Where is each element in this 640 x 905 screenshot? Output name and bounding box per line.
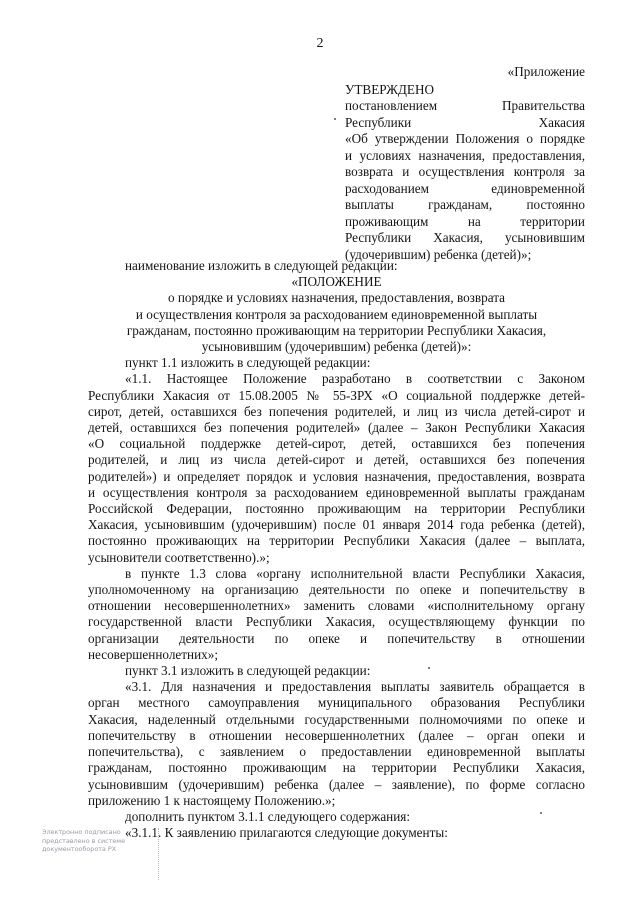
stamp-line: Электронно подписано [42,828,121,836]
clause-1-1-line: «1.1. Настоящее Положение разработано в соответствии с Законом [125,371,585,387]
clause-1-1-line: постоянно проживающих на территории Республики Хакасия (далее – выплата, [88,533,585,549]
scan-speck [334,118,336,120]
clause-1-1-intro: пункт 1.1 изложить в следующей редакции: [125,355,371,371]
clause-3-1-intro: пункт 3.1 изложить в следующей редакции: [125,663,371,679]
stamp-line: представлено в системе [42,836,126,845]
clause-3-1-line: орган местного самоуправления муниципального образования Республики [88,695,585,711]
approval-line: постановлением Правительства [345,98,585,113]
clause-3-1-line: усыновившим (удочерившим) ребенка (далее – заявление), по форме согласно [88,776,585,792]
scan-speck [540,812,542,814]
clause-1-3-line: уполномоченному на организацию деятельности по опеке и попечительству в [88,582,585,598]
document-body [88,258,585,841]
clause-1-1-line: родителей, и лиц из числа детей-сирот и детей, оставшихся без попечения [88,452,585,468]
electronic-signature-stamp [42,828,159,880]
clause-1-1-line: усыновители соответственно).»; [88,549,270,565]
clause-3-1-line: Хакасия, наделенный отдельными государственными полномочиями по опеке и [88,711,585,727]
appendix-approval-block [345,64,585,263]
approval-line: (удочерившим) ребенка (детей)»; [345,246,532,262]
regulation-subtitle-line: о порядке и условиях назначения, предоставления, возврата [167,290,506,306]
clause-1-3-line: несовершеннолетних»; [88,646,218,662]
clause-3-1-line: приложению 1 к настоящему Положению.»; [88,792,336,808]
clause-1-1-line: родителей») и определяет порядок и условия назначения, предоставления, возврата [88,468,585,484]
approval-line: и условиях назначения, предоставления, [345,147,585,163]
clause-3-1-1-line: «3.1.1. К заявлению прилагаются следующие документы: [125,825,448,841]
clause-1-1-line: Российской Федерации, постоянно проживающим на территории Республики [88,501,585,517]
clause-3-1-line: «3.1. Для назначения и предоставления выплаты заявитель обращается в [125,679,585,695]
approval-line: выплаты гражданам, постоянно [345,197,585,212]
approval-line: Республики Хакасия [345,114,585,130]
clause-1-3-line: в пункте 1.3 слова «органу исполнительной власти Республики Хакасия, [125,565,585,581]
clause-1-1-line: Хакасия, усыновившим (удочерившим) после 01 января 2014 года ребенка (детей), [88,517,585,533]
approval-line: возврата и осуществления контроля за [345,164,585,179]
clause-3-1-line: попечительства), с заявлением о предоставлении единовременной выплаты [88,744,585,760]
regulation-subtitle-line: гражданам, постоянно проживающим на территории Республики Хакасия, [126,322,547,338]
clause-1-1-line: детей, оставшихся без попечения родителей» (далее – Закон Республики Хакасия [88,420,585,436]
clause-1-1-line: «О социальной поддержке детей-сирот, детей, оставшихся без попечения [88,436,585,452]
clause-3-1-line: попечительству в отношении несовершеннолетних (далее – орган опеки и [88,727,585,743]
approval-line: Республики Хакасия, усыновившим [345,230,585,245]
clause-1-3-line: государственной власти Республики Хакасия, осуществляющему функции по [88,614,585,630]
approved-label: УТВЕРЖДЕНО [345,81,435,97]
clause-3-1-1-intro: дополнить пунктом 3.1.1 следующего содержания: [125,808,411,824]
page-number: 2 [316,36,324,51]
intro-paragraph: наименование изложить в следующей редакции: [125,258,398,273]
scan-speck [428,667,430,669]
clause-1-3-line: организации деятельности по опеке и попечительству в отношении [88,630,585,646]
clause-1-1-line: сирот, детей, оставшихся без попечения родителей, и лиц из числа детей-сирот и [88,403,585,419]
clause-3-1-line: гражданам, постоянно проживающим на территории Республики Хакасия, [88,760,585,776]
approval-line: проживающим на территории [345,213,585,229]
approval-line: расходованием единовременной [345,180,585,196]
appendix-heading: «Приложение [507,64,585,79]
approval-line: «Об утверждении Положения о порядке [345,131,585,146]
clause-1-1-line: Республики Хакасия от 15.08.2005 № 55-ЗРХ «О социальной поддержке детей- [88,387,585,403]
stamp-line: документооборота РХ [42,845,117,853]
clause-1-1-line: и осуществления контроля за расходованием единовременной выплаты гражданам [88,484,585,500]
regulation-subtitle-line: и осуществления контроля за расходованием единовременной выплаты [135,306,538,322]
regulation-title: «ПОЛОЖЕНИЕ [291,274,382,290]
regulation-subtitle-line: усыновившим (удочерившим) ребенка (детей)»: [201,339,472,355]
clause-1-3-line: отношении несовершеннолетних» заменить словами «исполнительному органу [88,598,585,614]
